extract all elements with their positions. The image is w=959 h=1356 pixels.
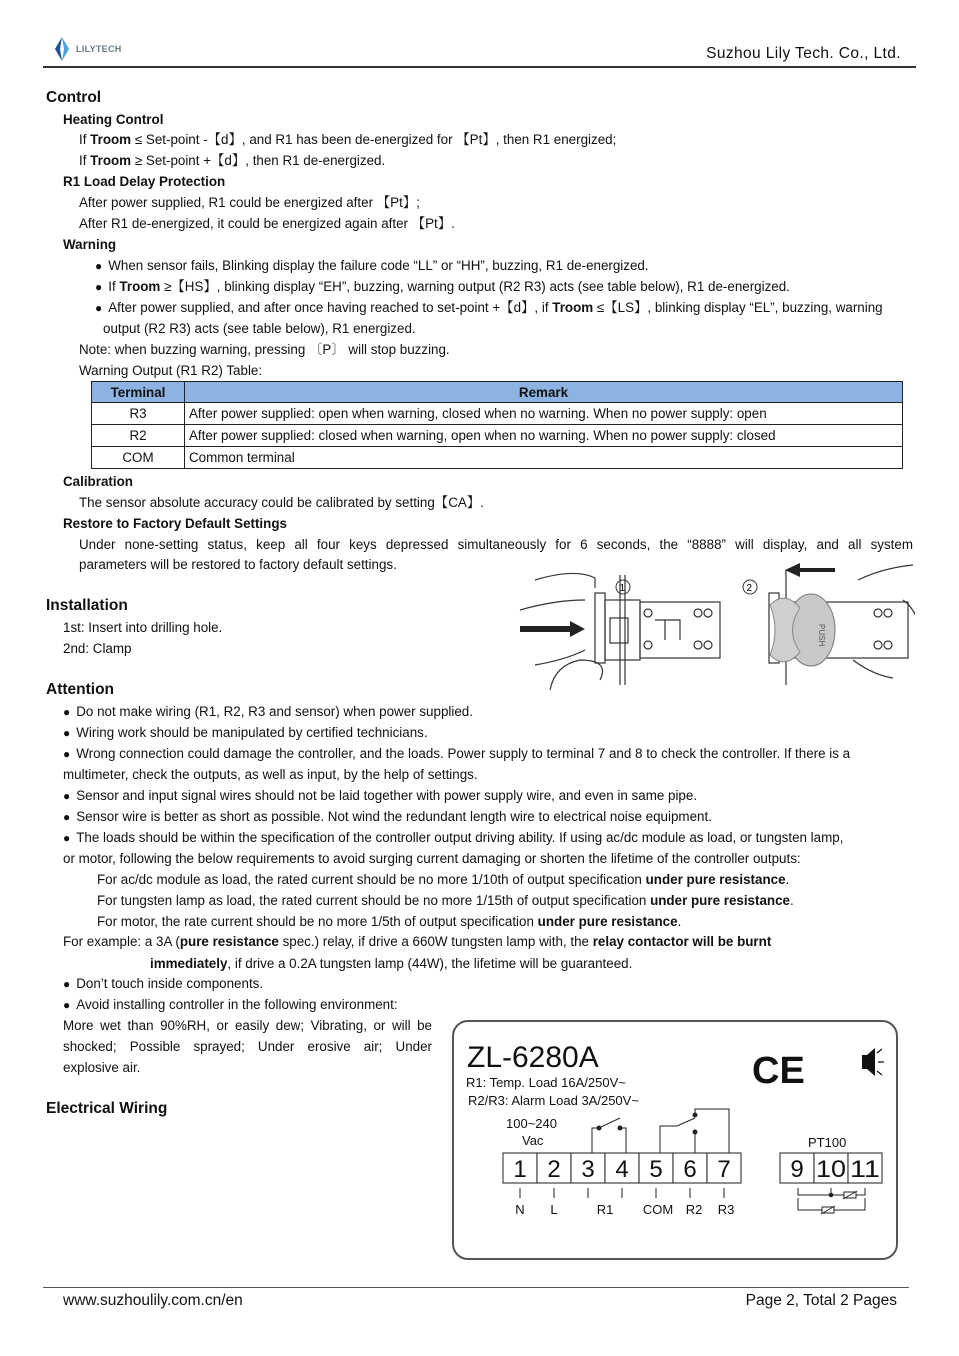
environment-text-3: explosive air. [63, 1060, 141, 1075]
supply-voltage: 100~240 [506, 1116, 557, 1131]
load-requirement-tungsten: For tungsten lamp as load, the rated current should be no more 1/15th of output specification under pure resistance. [97, 893, 794, 908]
footer-url[interactable]: www.suzhoulily.com.cn/en [63, 1292, 243, 1309]
attention-bullet-2: ● Wiring work should be manipulated by certified technicians. [63, 723, 428, 743]
logo-text: LILYTECH [76, 44, 122, 54]
svg-text:4: 4 [615, 1156, 629, 1183]
sensor-terminal-11 [848, 1153, 882, 1183]
sensor-terminal-9 [780, 1153, 814, 1183]
section-title-control: Control [46, 89, 102, 106]
terminal-2 [537, 1153, 571, 1198]
cell-remark: After power supplied: closed when warning, open when no warning. When no power supply: closed [185, 425, 903, 447]
table-row [92, 403, 903, 425]
heating-rule-1: If Troom ≤ Set-point -【d】, and R1 has been de-energized for 【Pt】, then R1 energized; [79, 132, 617, 147]
wiring-diagram [452, 1020, 898, 1260]
load-example-cont: immediately, if drive a 0.2A tungsten lamp (44W), the lifetime will be guaranteed. [150, 956, 633, 971]
lilytech-logo-icon [52, 36, 72, 62]
terminal-label: R1 [596, 1202, 614, 1217]
subsection-restore: Restore to Factory Default Settings [63, 516, 287, 531]
load-example: For example: a 3A (pure resistance spec.) relay, if drive a 660W tungsten lamp with, the relay contactor will be burnt [63, 934, 772, 949]
terminal-label: N [515, 1202, 525, 1217]
footer-divider [43, 1287, 909, 1288]
warning-bullet-1: ● When sensor fails, Blinking display the failure code “LL” or “HH”, buzzing, R1 de-energized. [95, 256, 649, 276]
terminal-3 [571, 1153, 605, 1198]
attention-bullet-6-cont: or motor, following the below requirements to avoid surging current damaging or shorten the lifetime of the controller outputs: [63, 851, 801, 866]
restore-text-2: parameters will be restored to factory default settings. [79, 557, 397, 572]
restore-text-1: Under none-setting status, keep all four keys depressed simultaneously for 6 seconds, the “8888” will display, and all system [79, 537, 913, 552]
terminal-7 [707, 1153, 741, 1198]
calibration-text: The sensor absolute accuracy could be calibrated by setting【CA】. [79, 495, 484, 510]
table-row [92, 447, 903, 469]
subsection-warning: Warning [63, 237, 117, 252]
environment-text-2: shocked; Possible sprayed; Under erosive air; Under [63, 1039, 432, 1054]
warning-bullet-2: ● If Troom ≥【HS】, blinking display “EH”, buzzing, warning output (R2 R3) acts (see table below), R1 de-energized. [95, 277, 790, 297]
warning-note: Note: when buzzing warning, pressing 〔P〕 will stop buzzing. [79, 342, 450, 357]
header-divider [43, 66, 916, 68]
warning-bullet-3: ● After power supplied, and after once having reached to set-point +【d】, if Troom ≤【LS】, blinking display “EL”, buzzing, warning [95, 298, 883, 318]
terminal-strip [503, 1153, 741, 1217]
terminal-label: R3 [717, 1202, 735, 1217]
attention-bullet-4: ● Sensor and input signal wires should not be laid together with power supply wire, and even in same pipe. [63, 786, 697, 806]
subsection-heating-control: Heating Control [63, 112, 164, 127]
load-requirement-motor: For motor, the rate current should be no more 1/5th of output specification under pure resistance. [97, 914, 682, 929]
relay-wiring [592, 1109, 729, 1153]
table-row [92, 425, 903, 447]
cell-remark: After power supplied: open when warning, closed when no warning. When no power supply: open [185, 403, 903, 425]
attention-bullet-3-cont: multimeter, check the outputs, as well as input, by the help of settings. [63, 767, 478, 782]
buzzer-icon [862, 1048, 884, 1076]
svg-text:5: 5 [649, 1156, 663, 1183]
svg-text:2: 2 [547, 1156, 561, 1183]
attention-bullet-6: ● The loads should be within the specification of the controller output driving ability. If using ac/dc module as load, or tungsten lamp, [63, 828, 843, 848]
load-requirement-acdc: For ac/dc module as load, the rated current should be no more 1/10th of output specification under pure resistance. [97, 872, 790, 887]
warning-output-table [91, 381, 903, 469]
attention-bullet-3: ● Wrong connection could damage the controller, and the loads. Power supply to terminal 7 and 8 to check the controller. If there is a [63, 744, 850, 764]
svg-text:1: 1 [513, 1156, 527, 1183]
terminal-6 [673, 1153, 707, 1198]
terminal-label: R2 [685, 1202, 703, 1217]
environment-text-1: More wet than 90%RH, or easily dew; Vibrating, or will be [63, 1018, 432, 1033]
subsection-delay-protection: R1 Load Delay Protection [63, 174, 226, 189]
page-indicator: Page 2, Total 2 Pages [745, 1292, 897, 1309]
step-1-label: 1 [619, 583, 626, 594]
svg-text:3: 3 [581, 1156, 595, 1183]
company-logo [52, 36, 122, 62]
svg-text:9: 9 [790, 1156, 804, 1183]
svg-text:7: 7 [717, 1156, 731, 1183]
header-remark: Remark [185, 382, 903, 403]
header-terminal: Terminal [92, 382, 185, 403]
model-number: ZL-6280A [467, 1041, 599, 1074]
delay-rule-1: After power supplied, R1 could be energized after 【Pt】; [79, 195, 420, 210]
terminal-1 [503, 1153, 537, 1198]
push-label: PUSH [817, 624, 826, 647]
table-caption: Warning Output (R1 R2) Table: [79, 363, 263, 378]
subsection-calibration: Calibration [63, 474, 133, 489]
installation-figure [515, 560, 915, 695]
attention-bullet-5: ● Sensor wire is better as short as possible. Not wind the redundant length wire to electrical noise equipment. [63, 807, 712, 827]
sensor-terminal-10 [814, 1153, 848, 1183]
step-2-label: 2 [746, 583, 753, 594]
warning-bullet-3-cont: output (R2 R3) acts (see table below), R1 energized. [103, 321, 416, 336]
install-step-2: 2nd: Clamp [63, 641, 132, 656]
cell-remark: Common terminal [185, 447, 903, 469]
sensor-type: PT100 [808, 1135, 847, 1150]
r1-spec: R1: Temp. Load 16A/250V~ [466, 1075, 626, 1090]
insert-arrow-icon [520, 621, 585, 637]
attention-bullet-1: ● Do not make wiring (R1, R2, R3 and sensor) when power supplied. [63, 702, 473, 722]
svg-text:11: 11 [850, 1156, 880, 1183]
attention-bullet-8: ● Avoid installing controller in the following environment: [63, 995, 398, 1015]
svg-text:10: 10 [816, 1156, 846, 1183]
table-header-row [92, 382, 903, 403]
heating-rule-2: If Troom ≥ Set-point +【d】, then R1 de-energized. [79, 153, 386, 168]
cell-terminal: R2 [92, 425, 185, 447]
section-title-installation: Installation [46, 597, 128, 614]
pt100-sensor-wiring [798, 1188, 865, 1214]
delay-rule-2: After R1 de-energized, it could be energized again after 【Pt】. [79, 216, 455, 231]
clamp-arrow-icon [785, 563, 835, 577]
svg-text:6: 6 [683, 1156, 697, 1183]
cell-terminal: COM [92, 447, 185, 469]
r2r3-spec: R2/R3: Alarm Load 3A/250V~ [468, 1093, 639, 1108]
sensor-terminal-strip [780, 1153, 882, 1183]
terminal-4 [605, 1153, 639, 1198]
supply-unit: Vac [522, 1133, 544, 1148]
attention-bullet-7: ● Don’t touch inside components. [63, 974, 263, 994]
section-title-electrical-wiring: Electrical Wiring [46, 1100, 168, 1117]
company-name: Suzhou Lily Tech. Co., Ltd. [706, 45, 901, 62]
terminal-label: COM [642, 1202, 674, 1217]
terminal-label: L [550, 1202, 558, 1217]
ce-mark-icon: CE [752, 1050, 805, 1092]
terminal-5 [639, 1153, 673, 1198]
install-step-1: 1st: Insert into drilling hole. [63, 620, 223, 635]
cell-terminal: R3 [92, 403, 185, 425]
section-title-attention: Attention [46, 681, 115, 698]
